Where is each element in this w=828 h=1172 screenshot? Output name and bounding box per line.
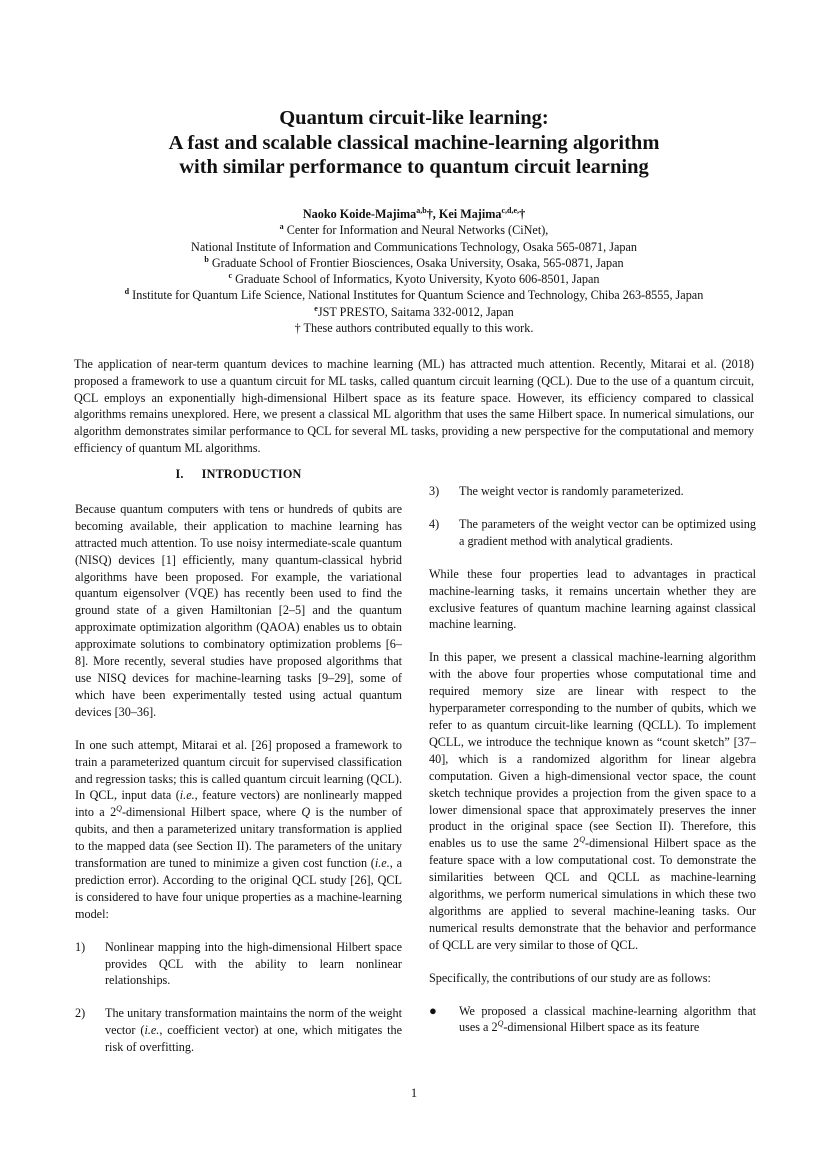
text-run: is the number of qubits, and then a parameterized unitary transformation is applied to the mapped data (see Section II). The parameters of the unitary transformation are tuned to minimize a given cost function ( [75,805,402,871]
equal-contribution-mark: † [519,207,526,221]
affiliation-text: Graduate School of Informatics, Kyoto University, Kyoto 606-8501, Japan [232,272,600,287]
paragraph [75,737,402,923]
section-title: INTRODUCTION [201,467,302,481]
author-name: Kei Majima [438,207,502,221]
affiliation-marker: d [124,287,130,297]
affiliation-d [40,287,788,303]
affiliation-a [40,222,788,238]
paragraph [429,649,756,953]
left-column [75,466,402,1072]
paper-title [60,106,768,180]
list-text: The weight vector is randomly parameterized. [459,484,684,498]
affiliation-c [40,271,788,287]
text-run: We proposed a classical machine-learning algorithm that uses a 2 [459,1003,756,1035]
math-symbol: Q [497,1019,504,1029]
paragraph: While these four properties lead to advantages in practical machine-learning tasks, it remains uncertain whether they are exclusive features of quantum machine learning against classical machine learning. [429,566,756,632]
affiliation-a-line-2: National Institute of Information and Communications Technology, Osaka 565-0871, Japan [191,239,637,254]
list-text: The parameters of the weight vector can be optimized using a gradient method with analytical gradients. [459,516,756,548]
list-marker: 2) [75,1006,86,1021]
affiliation-e [40,304,788,320]
affiliation-marker: b [204,254,209,264]
list-item [429,516,756,550]
list-item [429,1003,756,1037]
title-line-2: A fast and scalable classical machine-learning algorithm [168,131,660,154]
section-number: I. [175,467,184,481]
math-symbol: Q [301,805,311,820]
author-names [40,206,788,222]
affiliation-b [40,255,788,271]
text-run: , feature vectors) are nonlinearly mapped into a 2 [75,788,402,820]
equal-contribution-mark: † [426,207,433,221]
text-run: , coefficient vector) at one, which mitigates the risk of overfitting. [105,1023,402,1055]
affiliation-text: JST PRESTO, Saitama 332-0012, Japan [317,304,514,319]
affiliation-marker: a [279,222,284,232]
author-separator: , [432,207,439,221]
affiliation-text: Center for Information and Neural Networks (CiNet), [283,223,549,238]
section-heading [75,466,402,483]
paragraph: Specifically, the contributions of our study are as follows: [429,970,711,985]
page-number: 1 [410,1086,418,1100]
author-name: Naoko Koide-Majima [302,207,417,221]
list-item [429,483,756,500]
list-text [459,1003,756,1037]
affiliation-marker: c [228,271,233,281]
paragraph: Because quantum computers with tens or hundreds of qubits are becoming available, their application to machine learning has attracted much attention. To use noisy intermediate-scale quantum (NISQ) devices [1] efficiently, many quantum-classical hybrid algorithms have been proposed. For example, the variational quantum eigensolver (VQE) has recently been used to find the ground state of a given Hamiltonian [2–5] and the quantum approximate optimization algorithm (QAOA) enables us to obtain approximate solutions to combinatory optimization problems [6–8]. More recently, several studies have proposed algorithms that use NISQ devices for machine-learning tasks [9–29], some of which have been experimentally tested using actual quantum devices [30–36]. [75,501,402,719]
list-text: Nonlinear mapping into the high-dimensional Hilbert space provides QCL with the ability to learn nonlinear relationships. [105,939,402,988]
list-marker: 1) [75,939,86,954]
list-marker: 4) [429,516,440,531]
affiliation-text: Institute for Quantum Life Science, National Institutes for Quantum Science and Technology, Chiba 263-8555, Japan [129,288,704,303]
italic-text: i.e. [179,788,195,803]
right-column [429,483,756,1052]
list-text [105,1005,402,1056]
italic-text: i.e. [144,1023,160,1038]
list-marker: 3) [429,484,440,498]
math-symbol: Q [116,804,122,814]
text-run: , a prediction error). According to the original QCL study [26], QCL is considered to have four unique properties as a machine-learning model: [75,856,402,921]
text-run: -dimensional Hilbert space as the feature space with a low computational cost. To demonstrate the similarities between QCL and QCLL as machine-learning algorithms, we perform numerical simulations in which these two algorithms are applied to several machine-leaning tasks. Our numerical results demonstrate that the behavior and performance of QCLL are very similar to those of QCL. [429,836,757,952]
title-line-3: with similar performance to quantum circuit learning [179,156,649,178]
list-item [75,939,402,990]
text-run: In one such attempt, Mitarai et al. [26] proposed a framework to train a parameterized quantum circuit for supervised classification and regression tasks; this is called quantum circuit learning (QCL). In QCL, input data ( [75,737,402,803]
text-run: -dimensional Hilbert space, where [121,805,302,820]
list-item [75,1005,402,1056]
abstract: The application of near-term quantum devices to machine learning (ML) has attracted much attention. Recently, Mitarai et al. (2018) proposed a framework to use a quantum circuit for ML tasks, called quantum circuit learning (QCL). Due to the use of a quantum circuit, QCL employs an exponentially high-dimensional Hilbert space as its feature space. However, its efficiency compared to classical algorithms remains unexplored. Here, we present a classical ML algorithm that uses the same Hilbert space. In numerical simulations, our algorithm demonstrates similar performance to QCL for several ML tasks, providing a new perspective for the computational and memory efficiency of quantum ML algorithms. [74,357,754,455]
equal-contribution-note: † These authors contributed equally to this work. [294,321,534,336]
text-run: The unitary transformation maintains the norm of the weight vector ( [105,1006,402,1038]
math-symbol: Q [579,835,586,845]
text-run: -dimensional Hilbert space as its feature [503,1020,700,1035]
italic-text: i.e. [374,856,390,871]
author-block [40,206,788,336]
affiliation-marker: e [314,303,318,313]
text-run: In this paper, we present a classical machine-learning algorithm with the above four properties whose computational time and required memory size are linear with respect to the hyperparameter corresponding to the number of qubits, which we refer to as quantum circuit-like learning (QCLL). To implement QCLL, we introduce the technique known as “count sketch” [37–40], which is a randomized algorithm for linear algebra computation. Given a high-dimensional vector space, the count sketch technique provides a projection from the given space to a lower dimensional space that approximately preserves the inner product in the original space (see Section II). Therefore, this enables us to use the same 2 [429,650,756,851]
title-line-1: Quantum circuit-like learning: [279,107,549,129]
bullet-icon: ● [429,1002,437,1018]
affiliation-text: Graduate School of Frontier Biosciences, Osaka University, Osaka, 565-0871, Japan [208,255,624,270]
author-affiliation-marker: c,d,e, [501,205,520,215]
author-affiliation-marker: a,b [416,205,427,215]
